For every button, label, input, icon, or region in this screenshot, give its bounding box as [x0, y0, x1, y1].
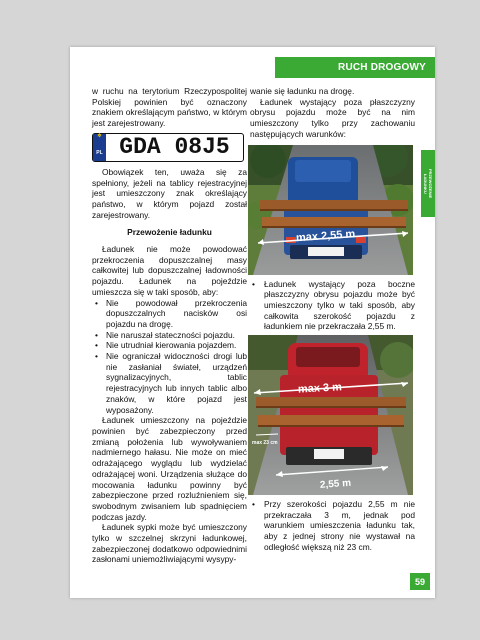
max-width-label: max 3 m — [297, 381, 343, 396]
list-item: • Nie powodował przekroczenia dopuszczalnych nacisków osi pojazdu na drogę. — [92, 298, 247, 330]
section-side-tab — [421, 150, 435, 217]
page-number: 59 — [410, 573, 430, 590]
left-paragraph-4: Ładunek umieszczony na pojeździe powinien być zabezpieczony przed zmianą położenia lub wywoływaniem nadmiernego hałasu. Nie może on mieć odrażającego wyglądu lub wydzielać odrażającej woni. Urządzenia służące do mocowania ładunku powinny być zabezpieczone przed rozluźnieniem się, swobodnym zwisaniem lub spadnięciem podczas jazdy. — [92, 415, 247, 522]
eu-band — [93, 134, 106, 161]
vehicle-width-label: 2,55 m — [319, 477, 352, 491]
left-paragraph-1: w ruchu na terytorium Rzeczypospolitej Polskiej powinien być oznaczony znakiem określającym państwo, w którym jest zarejestrowany. — [92, 86, 247, 129]
right-paragraph-2: Ładunek wystający poza płaszczyzny obrysu pojazdu może być na nim umieszczony tylko przy zachowaniu następujących warunków: — [250, 96, 415, 139]
right-paragraph-1: wanie się ładunku na drogę. — [250, 86, 355, 96]
plate-number: GDA 08J5 — [119, 133, 230, 160]
plate-country-code: PL — [96, 150, 103, 157]
overhang-label: max 23 cm — [252, 440, 278, 447]
rule-list-2 — [250, 499, 415, 553]
list-item: • Nie naruszał stateczności pojazdu. — [92, 330, 247, 341]
width-label: max 2,55 m — [295, 227, 356, 244]
rule-list-1 — [250, 279, 415, 333]
left-paragraph-5: Ładunek sypki może być umieszczony tylko w szczelnej skrzyni ładunkowej, zabezpieczonej dodatkowo odpowiednimi zasłonami uniemożliwiającymi wysypy- — [92, 522, 247, 565]
left-column — [92, 86, 247, 565]
list-item: • Ładunek wystający poza boczne płaszczyzny obrysu pojazdu może być umieszczony tylko w taki sposób, aby całkowita szerokość pojazdu z ładunkiem nie przekraczała 2,55 m. — [250, 279, 415, 333]
list-item: • Nie ograniczał widoczności drogi lub nie zasłaniał świateł, urządzeń sygnalizacyjnych, tablic rejestracyjnych lub innych tablic albo znaków, w które pojazd jest wyposażony. — [92, 351, 247, 415]
eu-stars-icon: ✲ — [97, 133, 102, 140]
section-title: Przewożenie ładunku — [127, 227, 212, 238]
left-paragraph-2: Obowiązek ten, uważa się za spełniony, jeżeli na tablicy rejestracyjnej jest umieszczony znak określający państwo, w którym pojazd został zarejestrowany. — [92, 166, 247, 220]
pickup-rear-photo — [248, 335, 413, 495]
right-column — [250, 86, 415, 553]
truck-rear-photo — [248, 145, 413, 275]
chapter-title: RUCH DROGOWY — [338, 62, 426, 73]
side-tab-line1: PRZEWOŻENIE — [428, 168, 433, 199]
chapter-header — [275, 57, 435, 78]
license-plate-image — [92, 133, 244, 162]
cargo-rules-list — [92, 298, 247, 416]
list-item: • Przy szerokości pojazdu 2,55 m nie przekraczała 3 m, jednak pod warunkiem umieszczenia ładunku tak, aby z jednej strony nie wystawał na odległość większą niż 23 cm. — [250, 499, 415, 553]
left-paragraph-3: Ładunek nie może powodować przekroczenia dopuszczalnej masy całkowitej lub dopuszczalnej ładowności pojazdu. Ładunek na pojeździe umieszcza się w taki sposób, aby: — [92, 244, 247, 297]
book-page — [70, 47, 435, 598]
side-tab-line2: ŁADUNKU — [423, 173, 428, 194]
list-item: • Nie utrudniał kierowania pojazdem. — [92, 340, 247, 351]
